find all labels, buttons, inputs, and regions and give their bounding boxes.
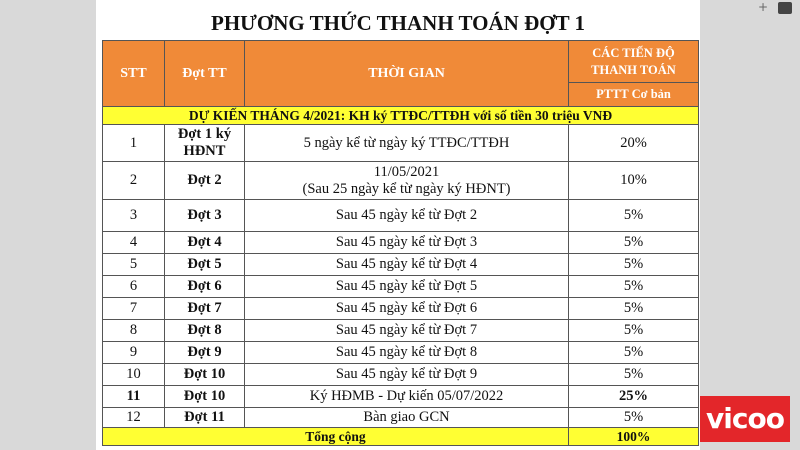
dot-cell: Đợt 2 [165,162,245,200]
dot-line: Đợt 1 ký [177,126,232,142]
percent-cell: 5% [569,232,699,254]
stt-cell: 6 [103,276,165,298]
dot-cell: Đợt 3 [165,200,245,232]
time-cell: Sau 45 ngày kể từ Đợt 9 [245,364,569,386]
stt-cell: 1 [103,125,165,162]
percent-cell: 5% [569,342,699,364]
payment-table [102,40,699,446]
dot-cell: Đợt 11 [165,408,245,428]
dot-cell: Đợt 6 [165,276,245,298]
table-row [103,320,699,342]
banner-text: DỰ KIẾN THÁNG 4/2021: KH ký TTĐC/TTĐH với số tiền 30 triệu VNĐ [103,107,699,125]
window-icon[interactable] [778,2,792,14]
time-cell: Sau 45 ngày kể từ Đợt 4 [245,254,569,276]
dot-line: HĐNT [183,143,226,159]
header-tien-do: CÁC TIẾN ĐỘ THANH TOÁN [569,41,699,83]
header-pttt: PTTT Cơ bản [569,83,699,107]
total-row [103,428,699,446]
percent-cell: 5% [569,276,699,298]
percent-cell: 20% [569,125,699,162]
stt-cell: 3 [103,200,165,232]
stt-cell: 12 [103,408,165,428]
percent-cell: 5% [569,408,699,428]
percent-cell: 25% [569,386,699,408]
percent-cell: 5% [569,298,699,320]
dot-cell [165,125,245,162]
table-row [103,386,699,408]
table-row [103,408,699,428]
time-cell: Bàn giao GCN [245,408,569,428]
stt-cell: 5 [103,254,165,276]
header-dot-tt: Đợt TT [165,41,245,107]
plus-icon[interactable]: + [757,0,769,14]
dot-cell: Đợt 4 [165,232,245,254]
time-cell: Sau 45 ngày kể từ Đợt 6 [245,298,569,320]
percent-cell: 5% [569,320,699,342]
percent-cell: 5% [569,254,699,276]
stt-cell: 11 [103,386,165,408]
table-row [103,162,699,200]
table-row [103,232,699,254]
percent-cell: 5% [569,200,699,232]
time-cell: Sau 45 ngày kể từ Đợt 8 [245,342,569,364]
time-cell: Sau 45 ngày kể từ Đợt 3 [245,232,569,254]
stt-cell: 7 [103,298,165,320]
table-row [103,276,699,298]
time-line: (Sau 25 ngày kể từ ngày ký HĐNT) [302,180,511,197]
vicoo-logo: vicoo [700,396,790,442]
stt-cell: 9 [103,342,165,364]
total-value: 100% [569,428,699,446]
stt-cell: 4 [103,232,165,254]
table-row [103,200,699,232]
banner-row [103,107,699,125]
time-cell: Sau 45 ngày kể từ Đợt 7 [245,320,569,342]
dot-cell: Đợt 10 [165,364,245,386]
table-row [103,254,699,276]
time-cell: Ký HĐMB - Dự kiến 05/07/2022 [245,386,569,408]
header-row [103,41,699,83]
page-title: PHƯƠNG THỨC THANH TOÁN ĐỢT 1 [211,11,585,35]
time-cell: Sau 45 ngày kể từ Đợt 2 [245,200,569,232]
dot-cell: Đợt 10 [165,386,245,408]
dot-cell: Đợt 5 [165,254,245,276]
dot-cell: Đợt 7 [165,298,245,320]
time-cell: Sau 45 ngày kể từ Đợt 5 [245,276,569,298]
percent-cell: 5% [569,364,699,386]
stt-cell: 8 [103,320,165,342]
dot-cell: Đợt 9 [165,342,245,364]
time-line: 11/05/2021 [373,163,440,180]
stt-cell: 10 [103,364,165,386]
table-row [103,298,699,320]
time-cell [245,162,569,200]
time-cell: 5 ngày kể từ ngày ký TTĐC/TTĐH [245,125,569,162]
header-stt: STT [103,41,165,107]
table-row [103,342,699,364]
header-thoi-gian: THỜI GIAN [245,41,569,107]
table-row [103,364,699,386]
table-row [103,125,699,162]
total-label: Tổng cộng [103,428,569,446]
percent-cell: 10% [569,162,699,200]
document-sheet [96,0,700,450]
dot-cell: Đợt 8 [165,320,245,342]
stt-cell: 2 [103,162,165,200]
